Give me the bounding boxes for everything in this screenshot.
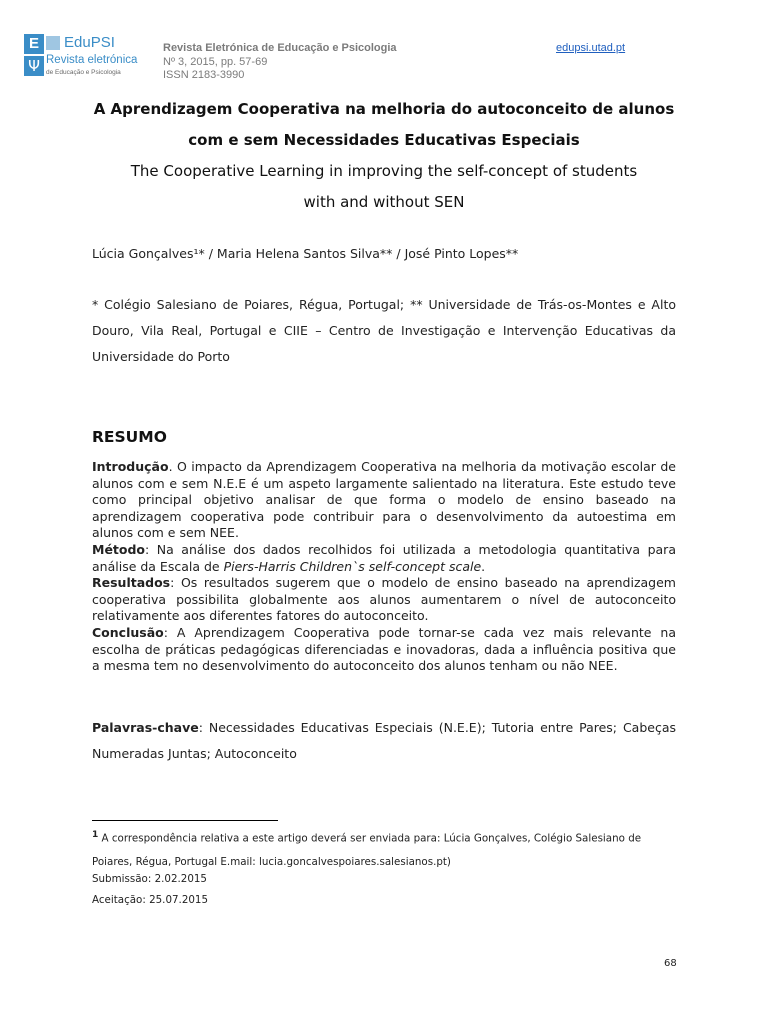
abstract-introduction	[92, 459, 676, 542]
logo-e-mark: E	[24, 34, 44, 54]
footnote-mark: 1	[92, 830, 99, 840]
logo-small-square	[46, 36, 60, 50]
conclusion-text: : A Aprendizagem Cooperativa pode tornar-se cada vez mais relevante na escolha de práticas pedagógicas diferenciadas e inovadoras, dada a influência positiva que a mesma tem no desenvolvimento do autoconceito dos alunos tenham ou não NEE.	[92, 624, 676, 674]
journal-url-link[interactable]: edupsi.utad.pt	[556, 42, 626, 54]
footnote-divider	[92, 820, 278, 821]
acceptance-date: Aceitação: 25.07.2015	[92, 894, 209, 906]
title-en-line1: The Cooperative Learning in improving the self-concept of students	[130, 162, 638, 180]
affiliation: * Colégio Salesiano de Poiares, Régua, Portugal; ** Universidade de Trás-os-Montes e Alto Douro, Vila Real, Portugal e CIIE – Centro de Investigação e Intervenção Educativas da Universidade do Porto	[92, 297, 676, 364]
journal-issue: Nº 3, 2015, pp. 57-69	[163, 56, 268, 68]
abstract-method	[92, 542, 676, 575]
title-pt-line2: com e sem Necessidades Educativas Especiais	[188, 131, 580, 149]
logo-psi-icon: Ψ	[24, 56, 44, 76]
keywords	[92, 715, 676, 767]
results-label: Resultados	[92, 575, 171, 591]
journal-issn: ISSN 2183-3990	[163, 69, 245, 81]
abstract-results	[92, 575, 676, 625]
authors: Lúcia Gonçalves¹* / Maria Helena Santos Silva** / José Pinto Lopes**	[92, 246, 519, 261]
logo-line2: de Educação e Psicologia	[46, 69, 121, 76]
logo-line1: Revista eletrónica	[46, 54, 138, 66]
intro-text: . O impacto da Aprendizagem Cooperativa na melhoria da motivação escolar de alunos com e sem N.E.E é um aspeto largamente salientado na literatura. Este estudo teve como principal objetivo analisar de que forma o modelo de ensino baseado na aprendizagem cooperativa pode contribuir para o desenvolvimento da autoestima em alunos com e sem NEE.	[92, 459, 676, 541]
method-text: : Na análise dos dados recolhidos foi utilizada a metodologia quantitativa para análise da Escala de	[92, 541, 676, 574]
method-end: .	[481, 558, 486, 574]
submission-date: Submissão: 2.02.2015	[92, 873, 207, 885]
footnote-text: A correspondência relativa a este artigo deverá ser enviada para: Lúcia Gonçalves, Colégio Salesiano de Poiares, Régua, Portugal E.mail: lucia.goncalvespoiares.salesianos.pt)	[92, 832, 642, 869]
results-text: : Os resultados sugerem que o modelo de ensino baseado na aprendizagem cooperativa possibilita globalmente aos alunos aumentarem o nível de autoconceito relativamente aos diferentes fatores do autoconceito.	[92, 575, 676, 624]
title-pt-line1: A Aprendizagem Cooperativa na melhoria do autoconceito de alunos	[93, 100, 675, 118]
footnote	[92, 823, 676, 874]
method-scale: Piers-Harris Children`s self-concept scale	[223, 558, 482, 574]
method-label: Método	[92, 541, 146, 557]
logo-name: EduPSI	[64, 34, 115, 51]
abstract-heading: RESUMO	[92, 428, 167, 446]
journal-title: Revista Eletrónica de Educação e Psicologia	[163, 42, 397, 54]
title-en-line2: with and without SEN	[303, 193, 465, 211]
conclusion-label: Conclusão	[92, 624, 164, 640]
journal-logo	[22, 32, 154, 80]
keywords-label: Palavras-chave	[92, 720, 199, 735]
abstract-conclusion	[92, 625, 676, 675]
intro-label: Introdução	[92, 459, 169, 474]
abstract	[92, 459, 676, 675]
keywords-text: : Necessidades Educativas Especiais (N.E.E); Tutoria entre Pares; Cabeças Numeradas Juntas; Autoconceito	[92, 720, 676, 761]
page-number: 68	[664, 958, 677, 969]
